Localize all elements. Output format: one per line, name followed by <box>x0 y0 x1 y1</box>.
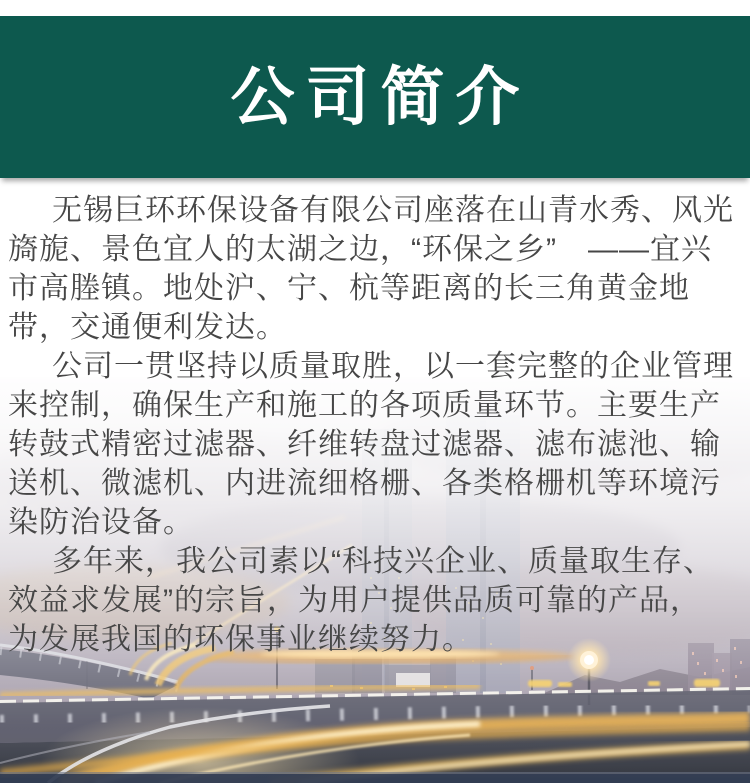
intro-line: 带，交通便利发达。 <box>8 311 287 344</box>
intro-paragraph <box>8 191 742 347</box>
intro-line: 来控制，确保生产和施工的各项质量环节。主要生产 <box>8 389 721 422</box>
intro-line: 无锡巨环环保设备有限公司座落在山青水秀、风光 <box>52 194 734 227</box>
intro-line: 市高塍镇。地处沪、宁、杭等距离的长三角黄金地 <box>8 272 690 305</box>
intro-line: 多年来，我公司素以“科技兴企业、质量取生存、 <box>52 545 714 578</box>
intro-line: 公司一贯坚持以质量取胜，以一套完整的企业管理 <box>52 350 734 383</box>
intro-line: 为发展我国的环保事业继续努力。 <box>8 623 473 656</box>
intro-paragraph <box>8 542 742 659</box>
intro-line: 染防治设备。 <box>8 506 194 539</box>
intro-text <box>8 191 742 659</box>
banner <box>0 16 750 178</box>
intro-line: 效益求发展”的宗旨，为用户提供品质可靠的产品， <box>8 584 701 617</box>
intro-line: 送机、微滤机、内进流细格栅、各类格栅机等环境污 <box>8 467 721 500</box>
intro-line: 旖旎、景色宜人的太湖之边，“环保之乡” ——宜兴 <box>8 233 712 266</box>
page-title: 公司简介 <box>230 61 531 133</box>
intro-paragraph <box>8 347 742 542</box>
intro-line: 转鼓式精密过滤器、纤维转盘过滤器、滤布滤池、输 <box>8 428 721 461</box>
